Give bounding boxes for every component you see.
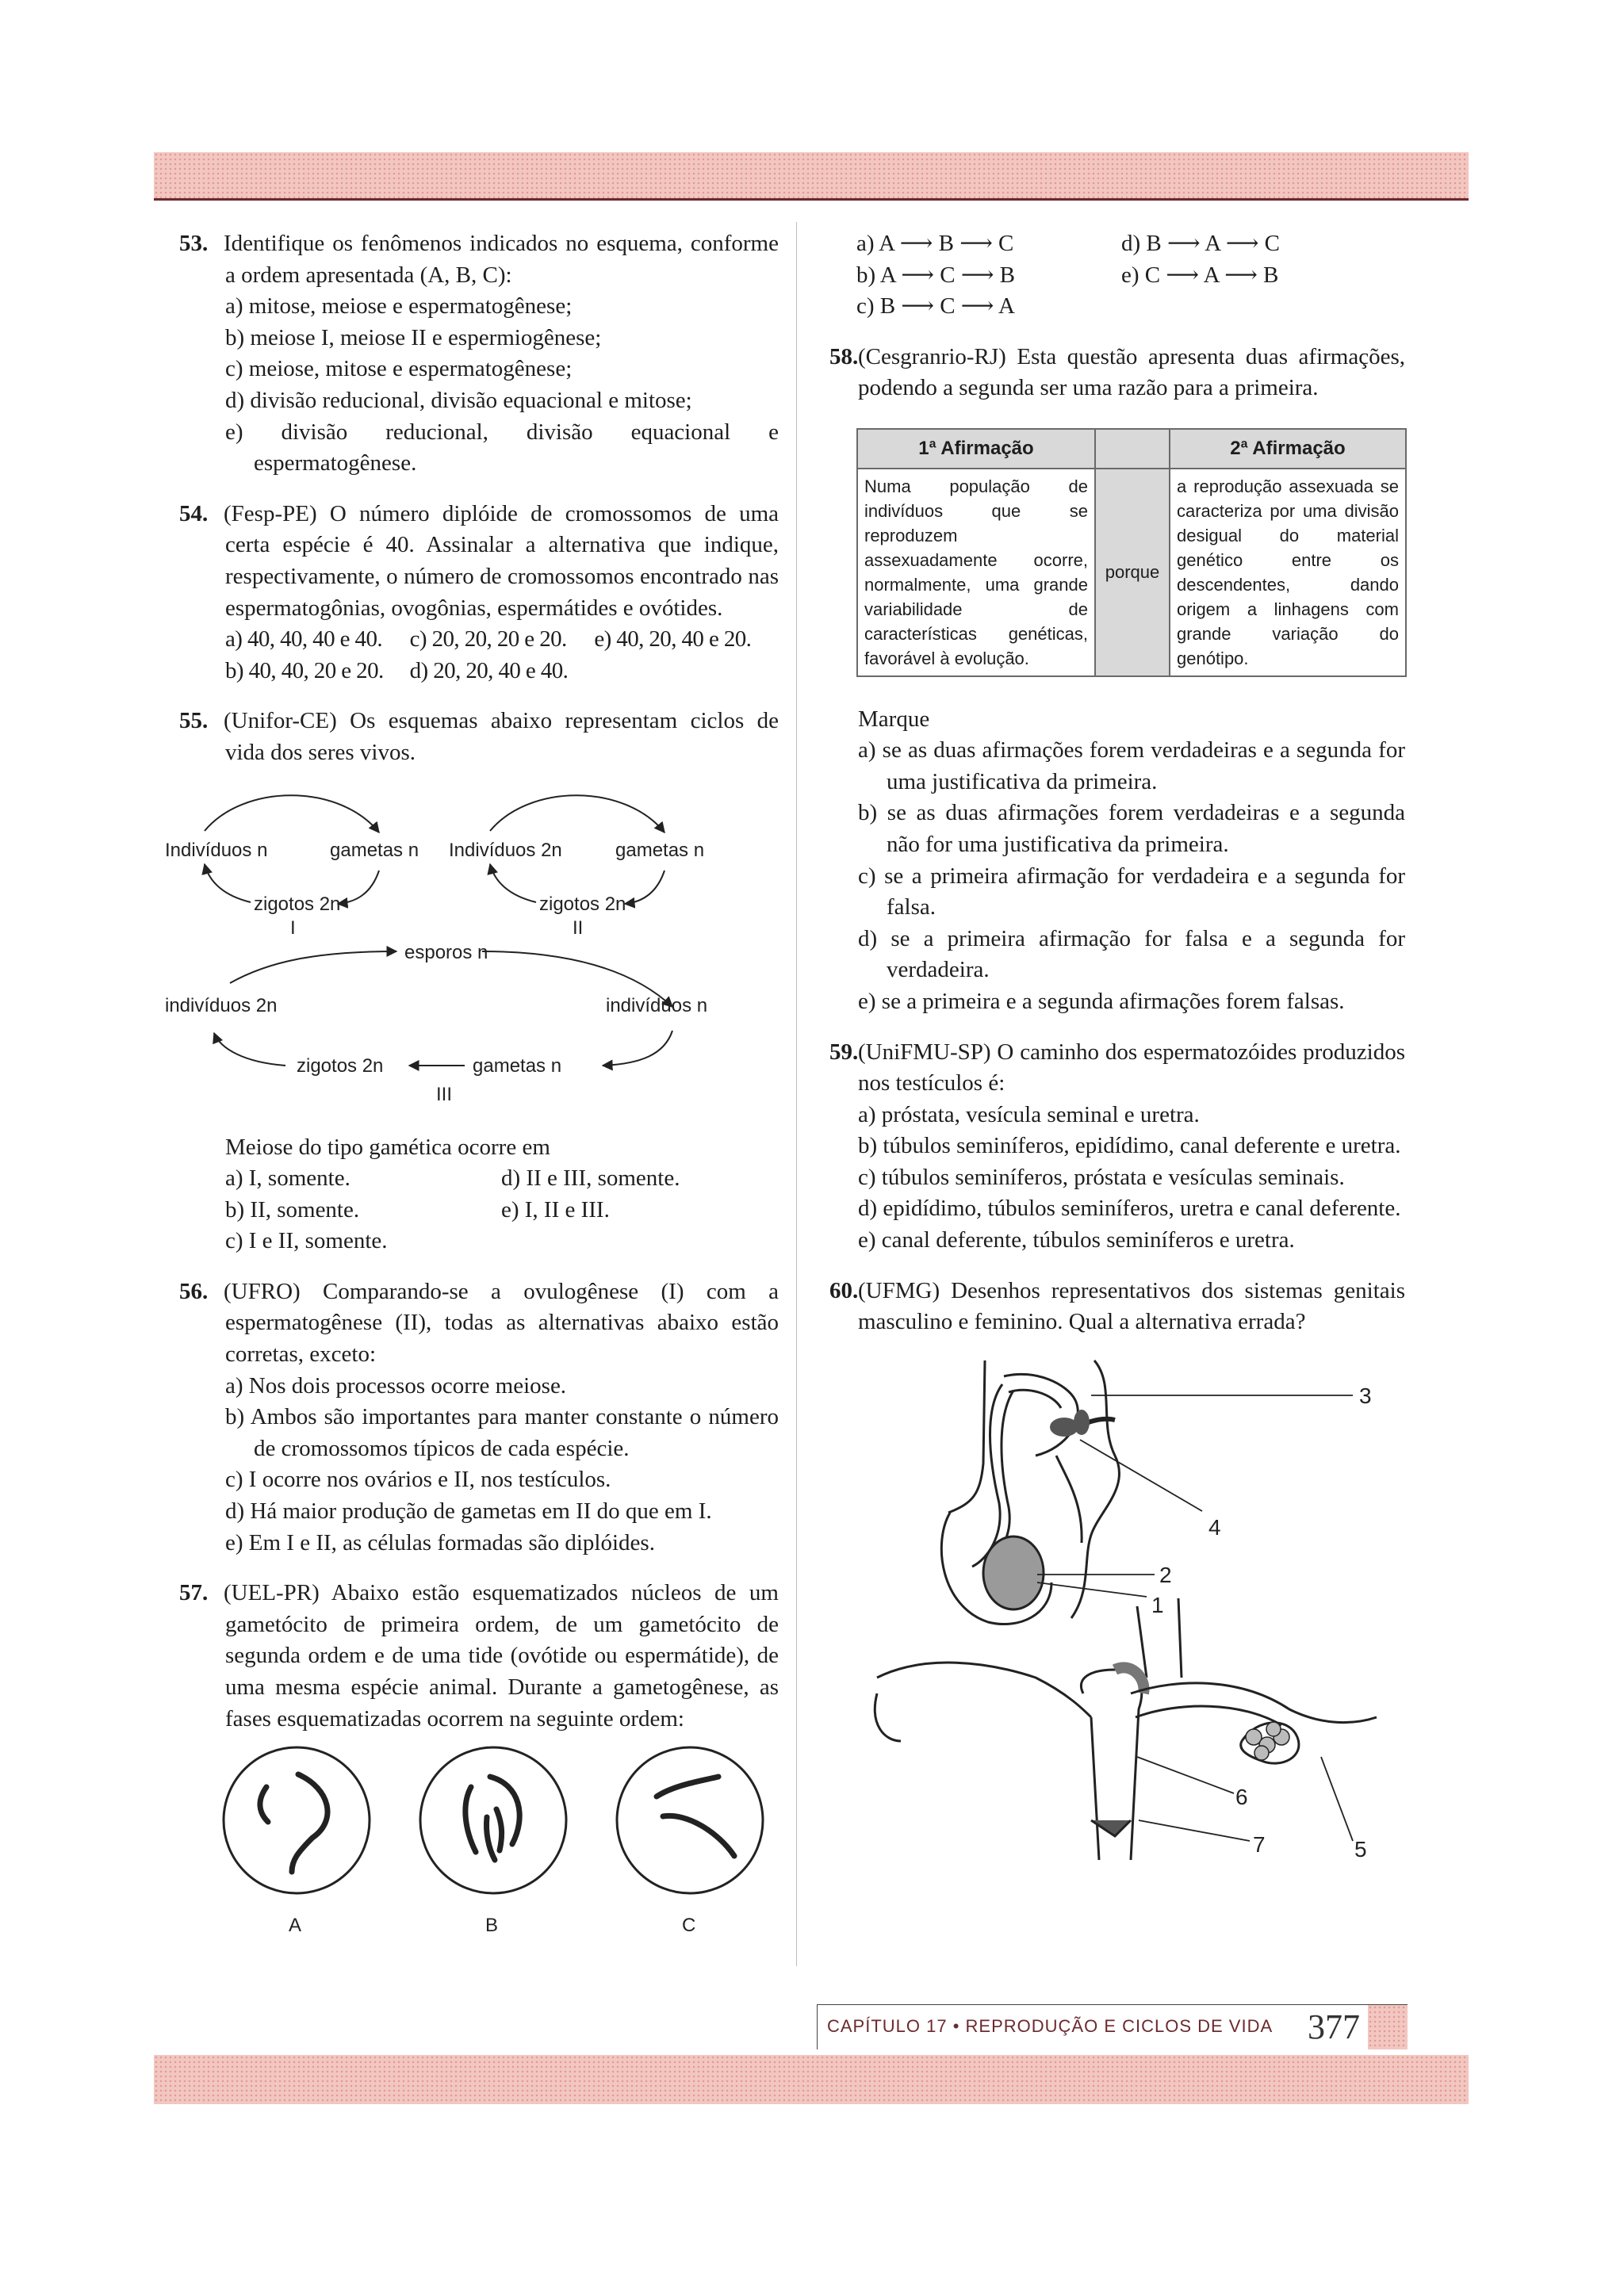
option-c: c) I ocorre nos ovários e II, nos testículos. xyxy=(225,1467,611,1493)
female-system-drawing xyxy=(875,1663,1377,1860)
label-4: 4 xyxy=(1208,1514,1221,1540)
nucleus-b xyxy=(420,1747,566,1893)
stem-text: (UFRO) Comparando-se a ovulogênese (I) com a espermatogênese (II), todas as alternativas abaixo estão corretas, exceto: xyxy=(224,1278,779,1368)
label-3: 3 xyxy=(1359,1383,1372,1408)
option-e: e) Em I e II, as células formadas são diplóides. xyxy=(225,1529,655,1556)
label-1: 1 xyxy=(1151,1592,1164,1617)
option-c: c) túbulos seminíferos, próstata e vesículas seminais. xyxy=(858,1164,1345,1190)
c2-zygotes: zigotos 2n xyxy=(539,893,626,915)
c3-left-individuals: indivíduos 2n xyxy=(165,994,278,1016)
chapter-title: CAPÍTULO 17 • REPRODUÇÃO E CICLOS DE VIDA xyxy=(827,2016,1274,2036)
question-57 xyxy=(179,1578,779,1939)
c3-number: III xyxy=(436,1083,453,1105)
option-empty xyxy=(594,656,779,687)
option-b: b) se as duas afirmações forem verdadeiras e a segunda não for uma justificativa da primeira. xyxy=(858,800,1405,857)
question-stem xyxy=(179,499,779,624)
question-stem xyxy=(829,1037,1405,1100)
option-d: d) 20, 20, 40 e 40. xyxy=(409,657,569,683)
question-number: 60. xyxy=(829,1277,859,1303)
life-cycle-diagram xyxy=(157,775,756,1124)
question-54 xyxy=(179,499,779,687)
c3-zygotes: zigotos 2n xyxy=(297,1054,384,1077)
option-d: d) divisão reducional, divisão equacional e mitose; xyxy=(225,387,692,413)
c2-individuals: Indivíduos 2n xyxy=(449,839,562,861)
option-e: e) se a primeira e a segunda afirmações forem falsas. xyxy=(858,988,1345,1014)
option-b: b) Ambos são importantes para manter constante o número de cromossomos típicos de cada espécie. xyxy=(225,1404,779,1461)
question-56 xyxy=(179,1276,779,1559)
option-a: a) Nos dois processos ocorre meiose. xyxy=(225,1372,567,1399)
question-58 xyxy=(829,342,1405,1018)
table-header-second: 2ª Afirmação xyxy=(1170,429,1406,469)
stem-text: (UniFMU-SP) O caminho dos espermatozóides produzidos nos testículos é: xyxy=(858,1039,1405,1096)
option-d: d) Há maior produção de gametas em II do que em I. xyxy=(225,1498,712,1525)
option-e: e) C ⟶ A ⟶ B xyxy=(1121,262,1279,288)
question-stem xyxy=(829,1276,1405,1338)
question-stem xyxy=(179,1276,779,1371)
option-e: e) I, II e III. xyxy=(501,1196,610,1223)
first-statement: Numa população de indivíduos que se reproduzem assexuadamente ocorre, normalmente, uma grande variabilidade de características genéticas, favorável à evolução. xyxy=(857,469,1095,676)
question-prompt: Meiose do tipo gamética ocorre em xyxy=(225,1134,550,1160)
label-a: A xyxy=(289,1915,302,1937)
c1-number: I xyxy=(290,916,296,939)
question-number: 53. xyxy=(179,231,209,256)
label-c: C xyxy=(682,1915,696,1937)
option-a: a) próstata, vesícula seminal e uretra. xyxy=(858,1101,1200,1127)
stem-text: (Unifor-CE) Os esquemas abaixo representam ciclos de vida dos seres vivos. xyxy=(224,708,779,765)
question-stem xyxy=(829,342,1405,404)
option-c: c) 20, 20, 20 e 20. xyxy=(409,626,567,652)
options-grid xyxy=(829,228,1405,323)
question-57-options xyxy=(829,228,1405,323)
option-c: c) se a primeira afirmação for verdadeira e a segunda for falsa. xyxy=(858,863,1406,920)
option-d: d) II e III, somente. xyxy=(501,1165,680,1192)
c3-spores: esporos n xyxy=(404,941,488,963)
option-d: d) se a primeira afirmação for falsa e a segunda for verdadeira. xyxy=(858,925,1405,983)
column-divider xyxy=(796,222,797,1966)
connector-word: porque xyxy=(1095,469,1170,676)
question-stem xyxy=(179,706,779,768)
question-stem xyxy=(179,1578,779,1735)
question-59 xyxy=(829,1037,1405,1257)
option-c: c) B ⟶ C ⟶ A xyxy=(856,293,1015,320)
option-e: e) 40, 20, 40 e 20. xyxy=(594,626,752,652)
option-e: e) canal deferente, túbulos seminíferos e uretra. xyxy=(858,1227,1295,1253)
option-b: b) II, somente. xyxy=(225,1196,360,1223)
question-55 xyxy=(165,706,779,1257)
second-statement: a reprodução assexuada se caracteriza por uma divisão desigual do material genético entre os descendentes, dando origem a linhagens com grande variação do genótipo. xyxy=(1170,469,1406,676)
option-c: c) I e II, somente. xyxy=(225,1228,388,1254)
bottom-decorative-band xyxy=(154,2055,1469,2104)
c3-gametes: gametas n xyxy=(473,1054,562,1077)
option-empty xyxy=(501,1226,779,1257)
c3-right-individuals: indivíduos n xyxy=(606,994,708,1016)
question-number: 59. xyxy=(829,1039,859,1065)
nucleus-a xyxy=(224,1747,370,1893)
c1-gametes: gametas n xyxy=(330,839,419,861)
label-b: B xyxy=(485,1915,499,1937)
right-column xyxy=(829,228,1405,1887)
option-a: a) A ⟶ B ⟶ C xyxy=(856,231,1014,256)
stem-text: (UEL-PR) Abaixo estão esquematizados núcleos de um gametócito de primeira ordem, de um gametócito de segunda ordem e de uma tide (ovótide ou espermátide), de uma mesma espécie animal. Durante a gametogênese, as fases esquematizadas ocorrem na seguinte ordem: xyxy=(224,1580,779,1732)
options-grid xyxy=(179,624,779,687)
footer-decorative-box xyxy=(1368,2005,1408,2049)
option-e: e) divisão reducional, divisão equacional e espermatogênese. xyxy=(225,419,779,476)
c2-number: II xyxy=(573,916,584,939)
option-a: a) 40, 40, 40 e 40. xyxy=(225,626,383,652)
stem-text: (Fesp-PE) O número diplóide de cromossomos de uma certa espécie é 40. Assinalar a alternativa que indique, respectivamente, o número de cromossomos encontrado nas espermatogônias, ovogônias, espermátides e ovótides. xyxy=(224,500,779,621)
question-number: 57. xyxy=(179,1580,209,1606)
option-b: b) A ⟶ C ⟶ B xyxy=(856,262,1015,288)
stem-text: (UFMG) Desenhos representativos dos sistemas genitais masculino e feminino. Qual a alternativa errada? xyxy=(858,1277,1405,1335)
question-number: 56. xyxy=(179,1278,209,1304)
options-grid xyxy=(179,1163,779,1257)
c1-zygotes: zigotos 2n xyxy=(254,893,341,915)
question-number: 55. xyxy=(179,708,209,734)
option-d: d) B ⟶ A ⟶ C xyxy=(1121,231,1280,256)
option-c: c) meiose, mitose e espermatogênese; xyxy=(225,356,573,382)
c2-gametes: gametas n xyxy=(615,839,705,861)
option-b: b) meiose I, meiose II e espermiogênese; xyxy=(225,324,602,350)
option-b: b) 40, 40, 20 e 20. xyxy=(225,657,384,683)
option-d: d) epidídimo, túbulos seminíferos, uretra e canal deferente. xyxy=(858,1196,1401,1222)
option-a: a) mitose, meiose e espermatogênese; xyxy=(225,293,573,320)
stem-text: (Cesgranrio-RJ) Esta questão apresenta duas afirmações, podendo a segunda ser uma razão para a primeira. xyxy=(858,343,1405,401)
top-decorative-band xyxy=(154,152,1469,201)
option-b: b) túbulos seminíferos, epidídimo, canal deferente e uretra. xyxy=(858,1133,1401,1159)
question-stem xyxy=(179,228,779,291)
option-empty xyxy=(1121,291,1405,323)
page-footer xyxy=(817,2004,1408,2049)
question-60 xyxy=(829,1276,1405,1868)
left-column xyxy=(165,228,779,1958)
page-number: 377 xyxy=(1308,2007,1360,2046)
option-a: a) I, somente. xyxy=(225,1165,350,1192)
stem-text: Identifique os fenômenos indicados no esquema, conforme a ordem apresentada (A, B, C): xyxy=(224,231,779,288)
c1-individuals: Indivíduos n xyxy=(165,839,268,861)
question-number: 58. xyxy=(829,343,859,369)
nuclei-figure xyxy=(179,1741,779,1939)
question-number: 54. xyxy=(179,500,209,526)
label-5: 5 xyxy=(1354,1836,1367,1862)
question-prompt: Marque xyxy=(858,706,930,732)
label-6: 6 xyxy=(1235,1784,1248,1809)
label-2: 2 xyxy=(1159,1562,1172,1587)
table-header-middle xyxy=(1095,429,1170,469)
question-53 xyxy=(179,228,779,480)
option-a: a) se as duas afirmações forem verdadeiras e a segunda for uma justificativa da primeira. xyxy=(858,737,1405,794)
label-7: 7 xyxy=(1253,1831,1266,1857)
statements-table xyxy=(856,428,1407,677)
table-header-first: 1ª Afirmação xyxy=(857,429,1095,469)
male-system-drawing xyxy=(941,1360,1182,1678)
reproductive-systems-figure xyxy=(829,1345,1405,1868)
